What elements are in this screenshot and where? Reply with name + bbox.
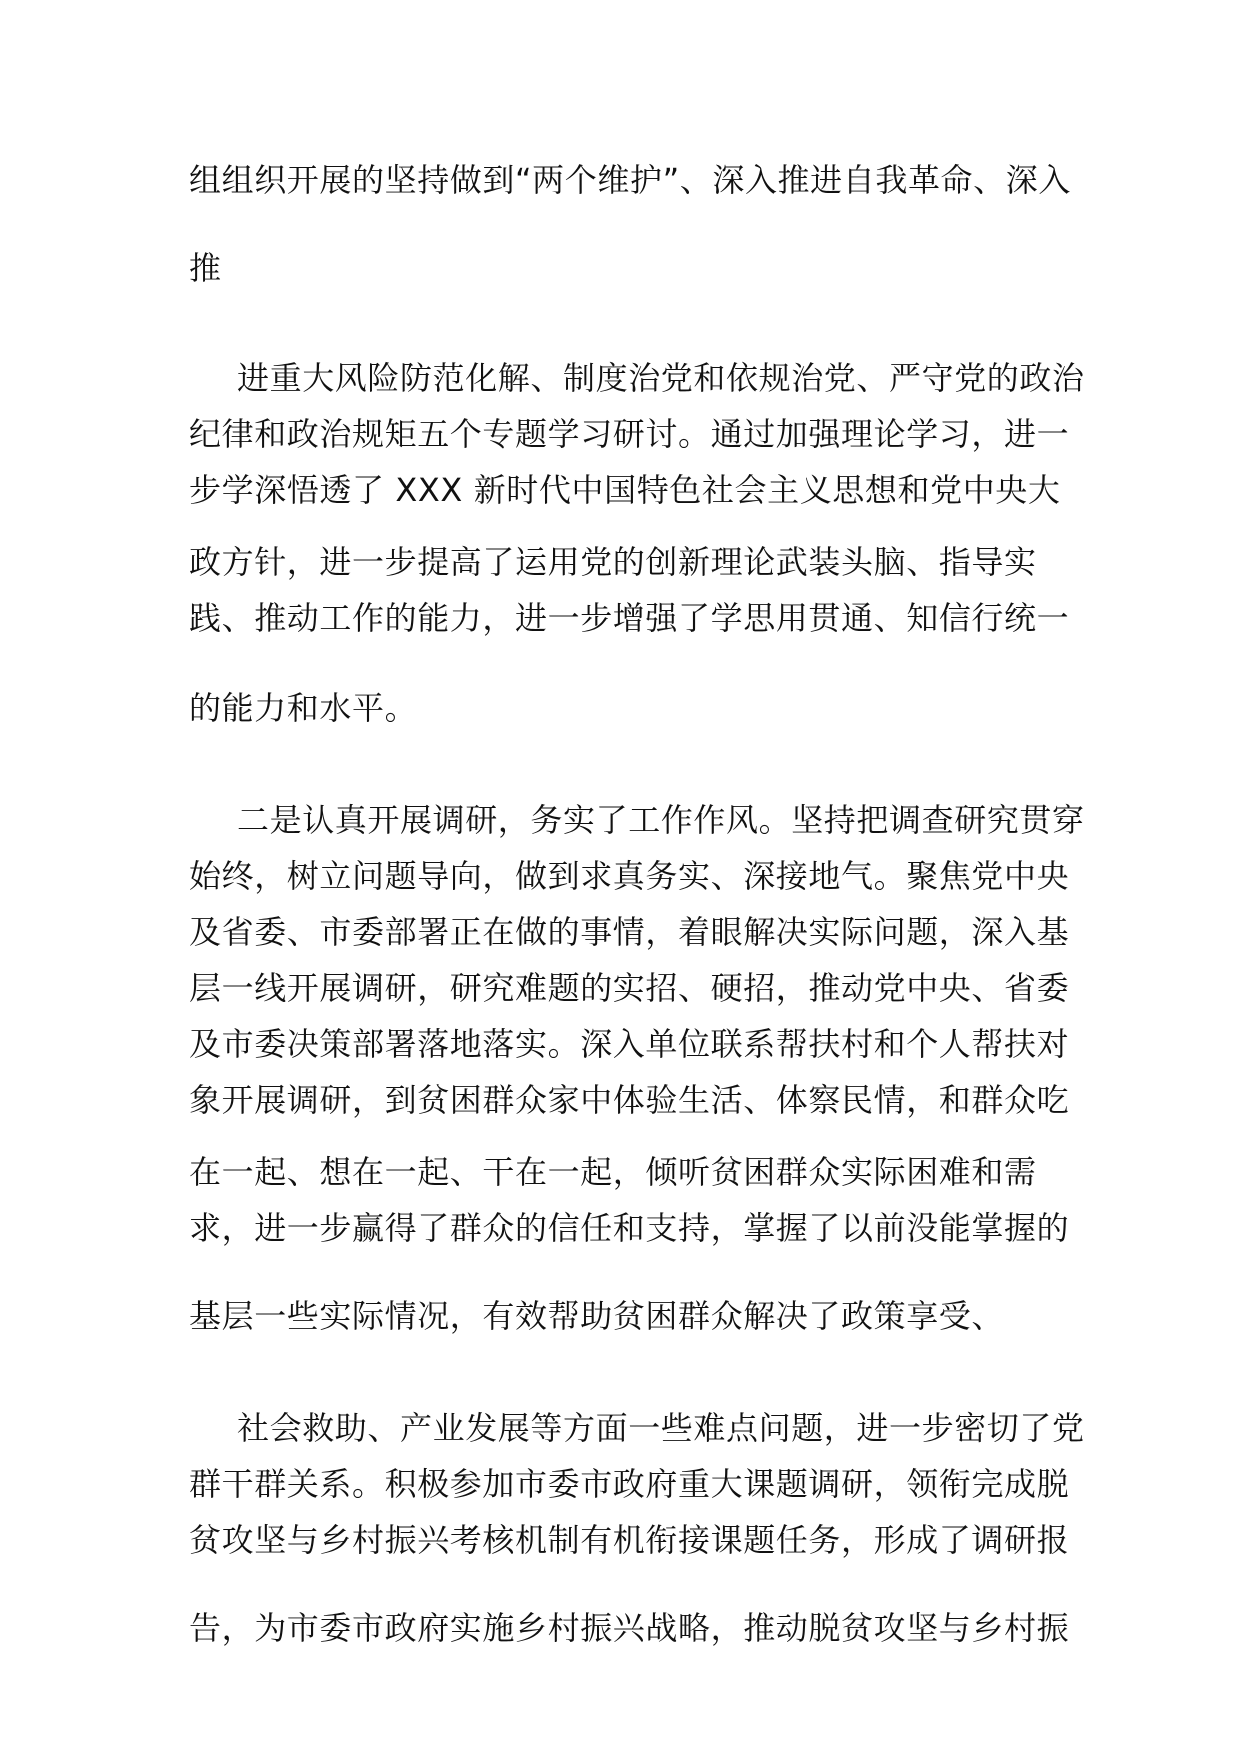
text-line-11: 及省委、市委部署正在做的事情，着眼解决实际问题，深入基 [189, 913, 1070, 951]
text-line-13: 及市委决策部署落地落实。深入单位联系帮扶村和个人帮扶对 [189, 1025, 1070, 1063]
text-line-17: 基层一些实际情况，有效帮助贫困群众解决了政策享受、 [189, 1297, 1005, 1335]
text-line-20: 贫攻坚与乡村振兴考核机制有机衔接课题任务，形成了调研报 [189, 1521, 1070, 1559]
text-line-4: 纪律和政治规矩五个专题学习研讨。通过加强理论学习，进一 [189, 415, 1070, 453]
text-line-18: 社会救助、产业发展等方面一些难点问题，进一步密切了党 [237, 1409, 1085, 1447]
text-line-14: 象开展调研，到贫困群众家中体验生活、体察民情，和群众吃 [189, 1081, 1070, 1119]
text-line-16: 求，进一步赢得了群众的信任和支持，掌握了以前没能掌握的 [189, 1209, 1070, 1247]
text-line-19: 群干群关系。积极参加市委市政府重大课题调研，领衔完成脱 [189, 1465, 1070, 1503]
text-line-8: 的能力和水平。 [189, 689, 418, 727]
text-line-3: 进重大风险防范化解、制度治党和依规治党、严守党的政治 [237, 359, 1085, 397]
text-line-1: 组组织开展的坚持做到“两个维护”、深入推进自我革命、深入 [189, 161, 1071, 199]
text-line-2: 推 [189, 249, 222, 287]
text-line-7: 践、推动工作的能力，进一步增强了学思用贯通、知信行统一 [189, 599, 1070, 637]
text-line-6: 政方针，进一步提高了运用党的创新理论武装头脑、指导实 [189, 543, 1037, 581]
text-line-12: 层一线开展调研，研究难题的实招、硬招，推动党中央、省委 [189, 969, 1070, 1007]
text-line-5: 步学深悟透了 XXX 新时代中国特色社会主义思想和党中央大 [189, 471, 1061, 509]
text-line-10: 始终，树立问题导向，做到求真务实、深接地气。聚焦党中央 [189, 857, 1070, 895]
text-line-21: 告，为市委市政府实施乡村振兴战略，推动脱贫攻坚与乡村振 [189, 1609, 1070, 1647]
text-line-9: 二是认真开展调研，务实了工作作风。坚持把调查研究贯穿 [237, 801, 1085, 839]
text-line-15: 在一起、想在一起、干在一起，倾听贫困群众实际困难和需 [189, 1153, 1037, 1191]
